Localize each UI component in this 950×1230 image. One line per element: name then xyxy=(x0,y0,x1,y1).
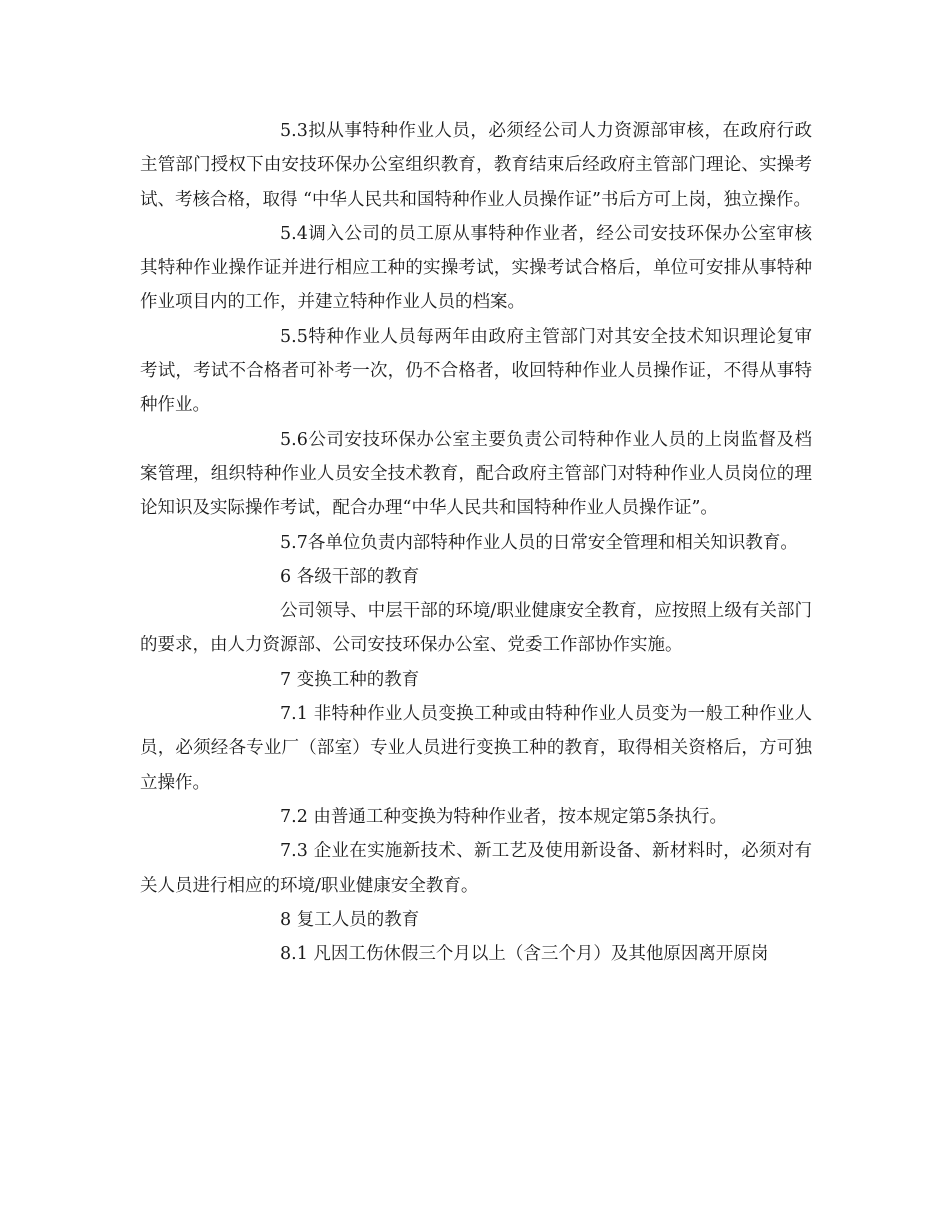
paragraph-7-1: 7.1 非特种作业人员变换工种或由特种作业人员变为一般工种作业人员，必须经各专业厂（部室）专业人员进行变换工种的教育，取得相关资格后，方可独立操作。 xyxy=(140,704,812,793)
paragraph-7-2: 7.2 由普通工种变换为特种作业者，按本规定第5条执行。 xyxy=(280,806,728,827)
paragraph-5-3: 5.3拟从事特种作业人员，必须经公司人力资源部审核，在政府行政主管部门授权下由安技环保办公室组织教育，教育结束后经政府主管部门理论、实操考试、考核合格，取得 “中华人民共和国特种作业人员操作证”书后方可上岗，独立操作。 xyxy=(140,121,812,210)
paragraph-5-4: 5.4调入公司的员工原从事特种作业者，经公司安技环保办公室审核其特种作业操作证并进行相应工种的实操考试，实操考试合格后，单位可安排从事特种作业项目内的工作，并建立特种作业人员的档案。 xyxy=(140,223,812,313)
paragraph-5-5: 5.5特种作业人员每两年由政府主管部门对其安全技术知识理论复审考试，考试不合格者可补考一次，仍不合格者，收回特种作业人员操作证，不得从事特种作业。 xyxy=(140,326,812,416)
paragraph-7-3: 7.3 企业在实施新技术、新工艺及使用新设备、新材料时，必须对有关人员进行相应的环境/职业健康安全教育。 xyxy=(140,841,812,896)
section-heading-8: 8 复工人员的教育 xyxy=(280,909,420,930)
paragraph-5-7: 5.7各单位负责内部特种作业人员的日常安全管理和相关知识教育。 xyxy=(280,532,798,553)
paragraph-6-body: 公司领导、中层干部的环境/职业健康安全教育，应按照上级有关部门的要求，由人力资源部、公司安技环保办公室、党委工作部协作实施。 xyxy=(140,601,812,656)
paragraph-8-1: 8.1 凡因工伤休假三个月以上（含三个月）及其他原因离开原岗 xyxy=(280,944,769,965)
paragraph-5-6: 5.6公司安技环保办公室主要负责公司特种作业人员的上岗监督及档案管理，组织特种作业人员安全技术教育，配合政府主管部门对特种作业人员岗位的理论知识及实际操作考试，配合办理“中华人民共和国特种作业人员操作证”。 xyxy=(140,429,812,519)
section-heading-7: 7 变换工种的教育 xyxy=(280,669,420,690)
section-heading-6: 6 各级干部的教育 xyxy=(280,566,420,587)
document-body xyxy=(140,114,812,971)
